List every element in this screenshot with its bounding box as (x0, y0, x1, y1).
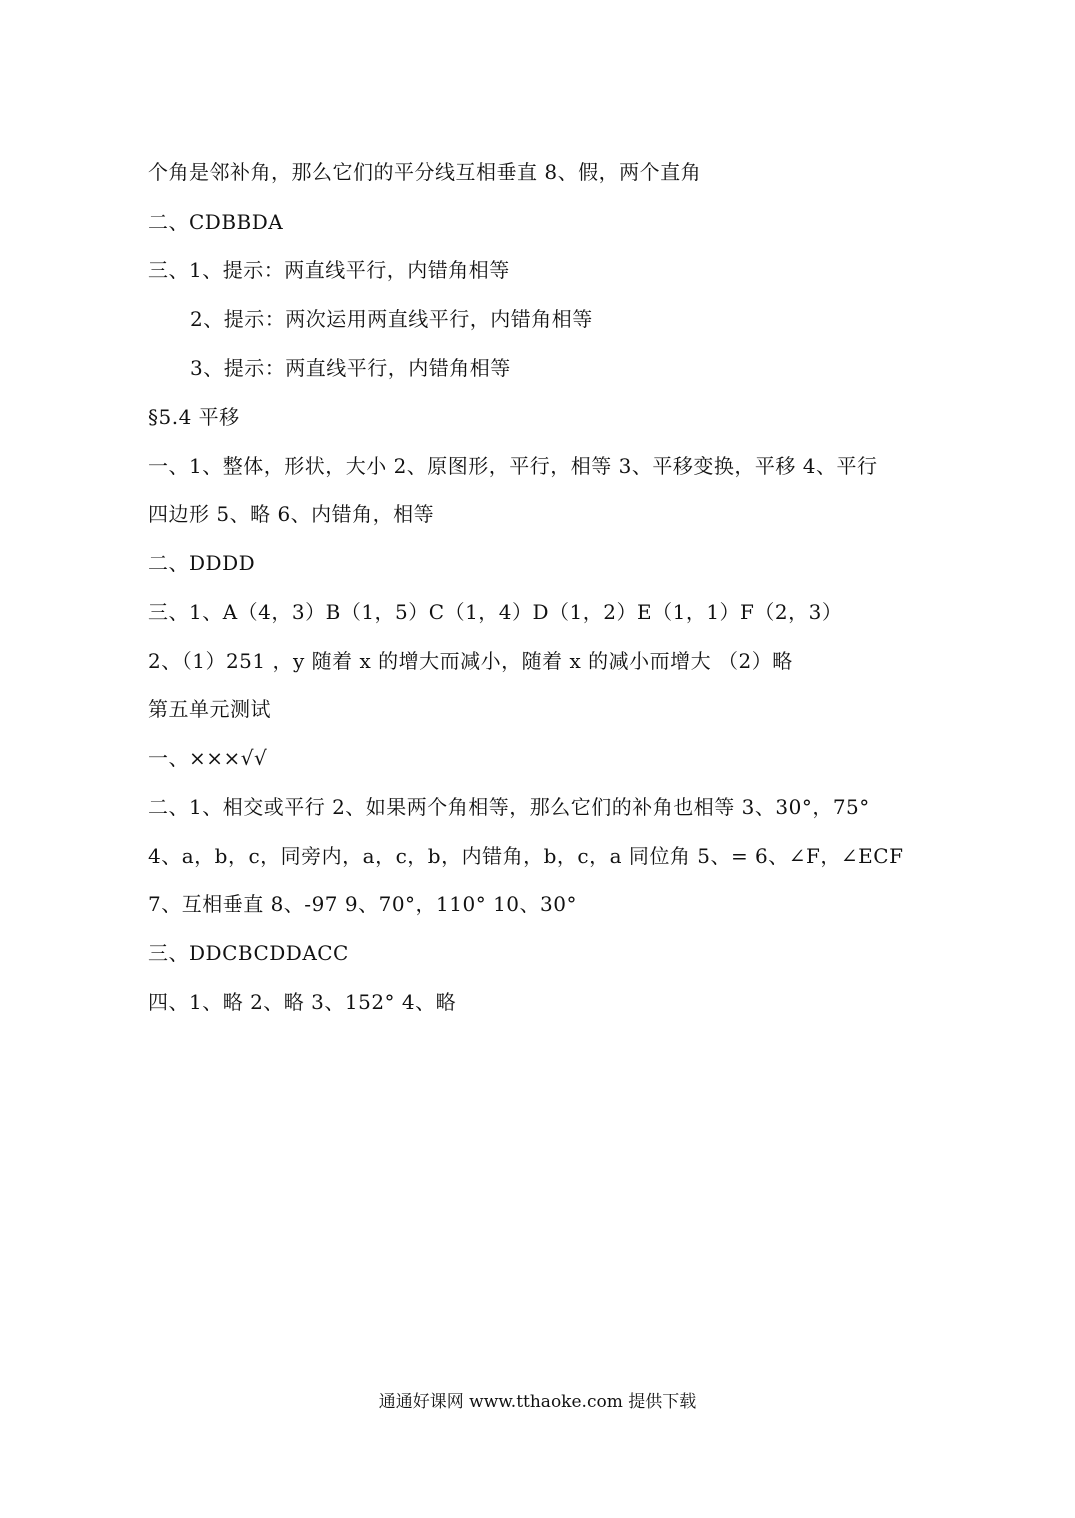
text-line-3: 三、1、提示：两直线平行，内错角相等 (148, 258, 510, 282)
text-line-4: 2、提示：两次运用两直线平行，内错角相等 (190, 307, 593, 331)
text-line-1: 个角是邻补角，那么它们的平分线互相垂直 8、假，两个直角 (148, 160, 702, 184)
text-line-8: 四边形 5、略 6、内错角，相等 (148, 502, 435, 526)
text-line-2: 二、CDBBDA (148, 210, 284, 234)
text-line-9: 二、DDDD (148, 551, 256, 575)
text-line-13: 一、×××√√ (148, 746, 268, 770)
text-line-15: 4、a，b，c，同旁内，a，c，b，内错角，b，c，a 同位角 5、= 6、∠F，∠ECF (148, 844, 904, 868)
text-line-14: 二、1、相交或平行 2、如果两个角相等，那么它们的补角也相等 3、30°，75° (148, 795, 870, 819)
text-line-5: 3、提示：两直线平行，内错角相等 (190, 356, 511, 380)
text-line-16: 7、互相垂直 8、-97 9、70°，110° 10、30° (148, 892, 577, 916)
text-line-17: 三、DDCBCDDACC (148, 941, 349, 965)
text-line-11: 2、（1）251 ，y 随着 x 的增大而减小，随着 x 的减小而增大 （2）略 (148, 649, 793, 673)
footer-credit: 通通好课网 www.tthaoke.com 提供下载 (378, 1392, 697, 1412)
section-heading: §5.4 平移 (148, 405, 240, 429)
text-line-18: 四、1、略 2、略 3、152° 4、略 (148, 990, 457, 1014)
unit-test-heading: 第五单元测试 (148, 697, 271, 721)
text-line-7: 一、1、整体，形状，大小 2、原图形，平行，相等 3、平移变换，平移 4、平行 (148, 454, 878, 478)
text-line-10: 三、1、A（4，3）B（1，5）C（1，4）D（1，2）E（1，1）F（2，3） (148, 600, 843, 624)
